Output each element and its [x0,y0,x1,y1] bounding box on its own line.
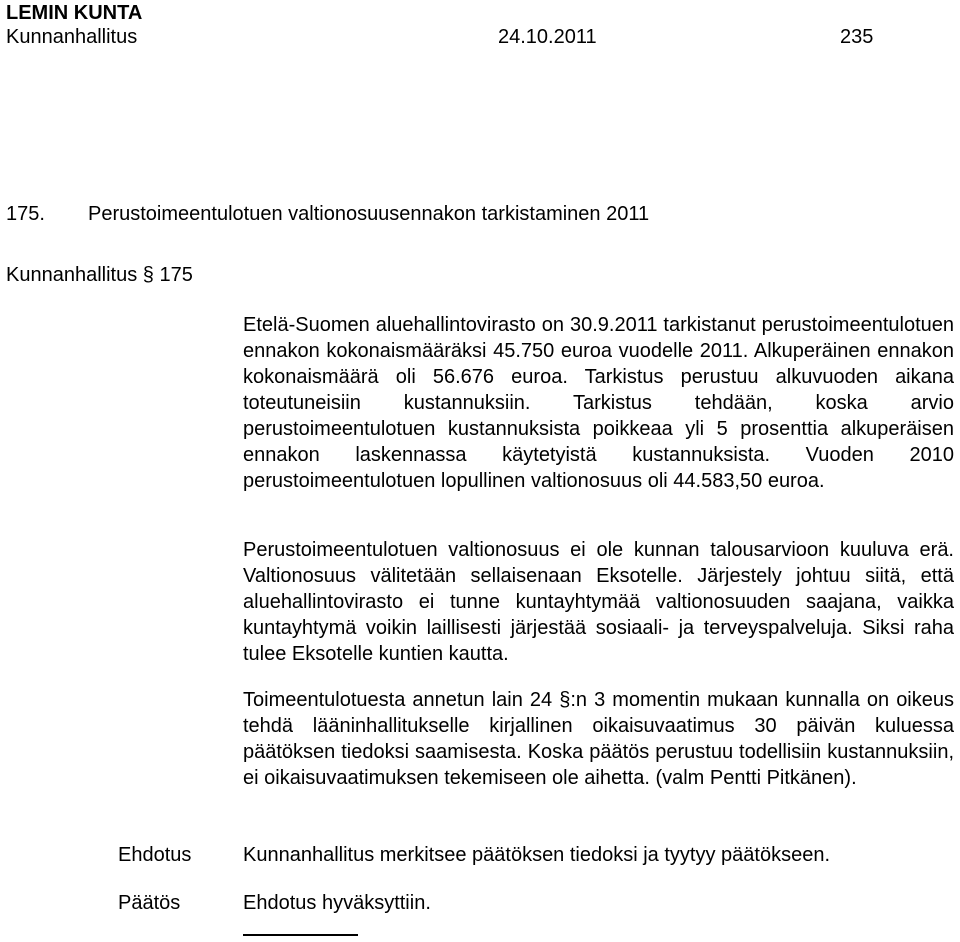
section-reference: Kunnanhallitus § 175 [6,264,193,286]
proposal-text: Kunnanhallitus merkitsee päätöksen tiedoksi ja tyytyy päätökseen. [243,844,831,866]
municipality-name: LEMIN KUNTA [6,2,143,24]
paragraph: Perustoimeentulotuen valtionosuus ei ole kunnan talousarvioon kuuluva erä. Valtionosuus välitetään sellaisenaan Eksotelle. Järjestely johtuu siitä, että aluehallintovirasto ei tunne kuntayhtymää valtionosuuden saajana, vaikka kuntayhtymä voikin laillisesti järjestää sosiaali- ja terveyspalveluja. Siksi raha tulee Eksotelle kuntien kautta. [243,539,954,665]
decision-text: Ehdotus hyväksyttiin. [243,892,431,914]
proposal-label: Ehdotus [118,844,192,866]
section-end-rule [243,934,358,936]
decision-label: Päätös [118,892,181,914]
paragraph: Etelä-Suomen aluehallintovirasto on 30.9.2011 tarkistanut perustoimeentulotuen ennakon kokonaismääräksi 45.750 euroa vuodelle 2011. Alkuperäinen ennakon kokonaismäärä oli 56.676 euroa. Tarkistus perustuu alkuvuoden aikana toteutuneisiin kustannuksiin. Tarkistus tehdään, koska arvio perustoimeentulotuen kustannuksista poikkeaa yli 5 prosenttia alkuperäisen ennakon laskennassa käytetyistä kustannuksista. Vuoden 2010 perustoimeentulotuen lopullinen valtionosuus oli 44.583,50 euroa. [243,314,954,492]
section-number: 175. [6,203,45,225]
meeting-date: 24.10.2011 [498,26,597,48]
paragraph: Toimeentulotuesta annetun lain 24 §:n 3 momentin mukaan kunnalla on oikeus tehdä lääninhallitukselle kirjallinen oikaisuvaatimus 30 päivän kuluessa päätöksen tiedoksi saamisesta. Koska päätös perustuu todellisiin kustannuksiin, ei oikaisuvaatimuksen tekemiseen ole aihetta. (valm Pentti Pitkänen). [243,689,954,789]
page-number: 235 [840,26,874,48]
section-title: Perustoimeentulotuen valtionosuusennakon tarkistaminen 2011 [88,203,650,225]
section-heading [6,201,649,227]
governing-body: Kunnanhallitus [6,26,138,48]
